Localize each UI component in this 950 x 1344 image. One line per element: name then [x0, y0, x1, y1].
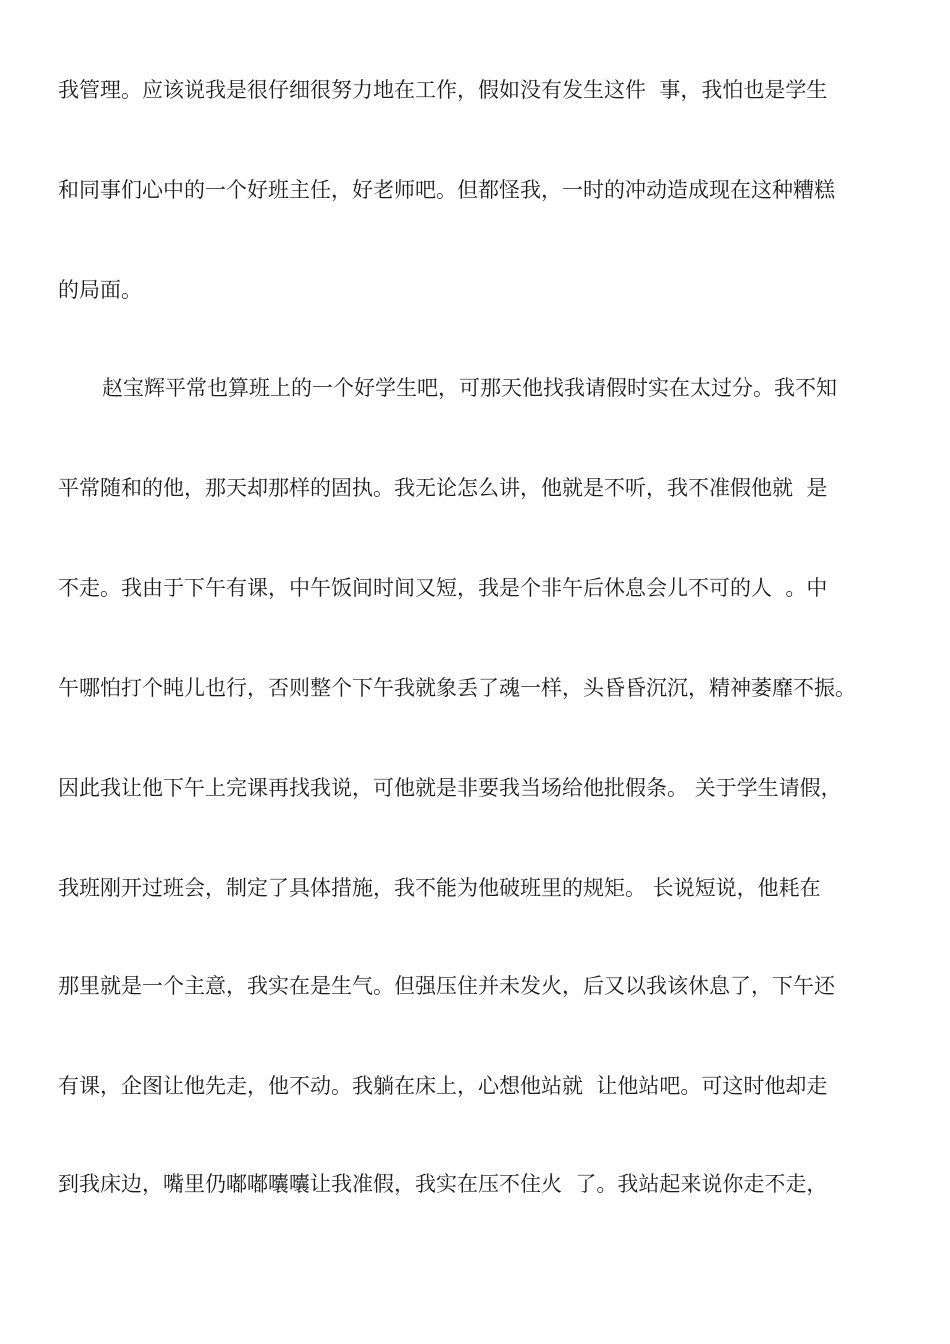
- text-line-5: 平常随和的他，那天却那样的固执。我无论怎么讲，他就是不听，我不准假他就 是: [58, 476, 828, 500]
- text-line-10: 那里就是一个主意，我实在是生气。但强压住并未发火，后又以我该休息了，下午还: [58, 974, 835, 998]
- text-line-8: 因此我让他下午上完课再找我说，可他就是非要我当场给他批假条。 关于学生请假，: [58, 776, 842, 800]
- text-line-3: 的局面。: [58, 278, 142, 302]
- text-line-7: 午哪怕打个盹儿也行，否则整个下午我就象丢了魂一样，头昏昏沉沉，精神萎靡不振。: [58, 676, 856, 700]
- text-line-2: 和同事们心中的一个好班主任，好老师吧。但都怪我，一时的冲动造成现在这种糟糕: [58, 178, 835, 202]
- text-line-12: 到我床边，嘴里仍嘟嘟囔囔让我准假，我实在压不住火 了。我站起来说你走不走，: [58, 1172, 828, 1196]
- text-line-6: 不走。我由于下午有课，中午饭间时间又短，我是个非午后休息会儿不可的人 。中: [58, 576, 828, 600]
- text-line-4-paragraph-start: 赵宝辉平常也算班上的一个好学生吧，可那天他找我请假时实在太过分。我不知: [102, 376, 837, 400]
- text-line-1: 我管理。应该说我是很仔细很努力地在工作，假如没有发生这件 事，我怕也是学生: [58, 78, 828, 102]
- text-line-9: 我班刚开过班会，制定了具体措施，我不能为他破班里的规矩。 长说短说，他耗在: [58, 876, 821, 900]
- text-line-11: 有课，企图让他先走，他不动。我躺在床上，心想他站就 让他站吧。可这时他却走: [58, 1074, 828, 1098]
